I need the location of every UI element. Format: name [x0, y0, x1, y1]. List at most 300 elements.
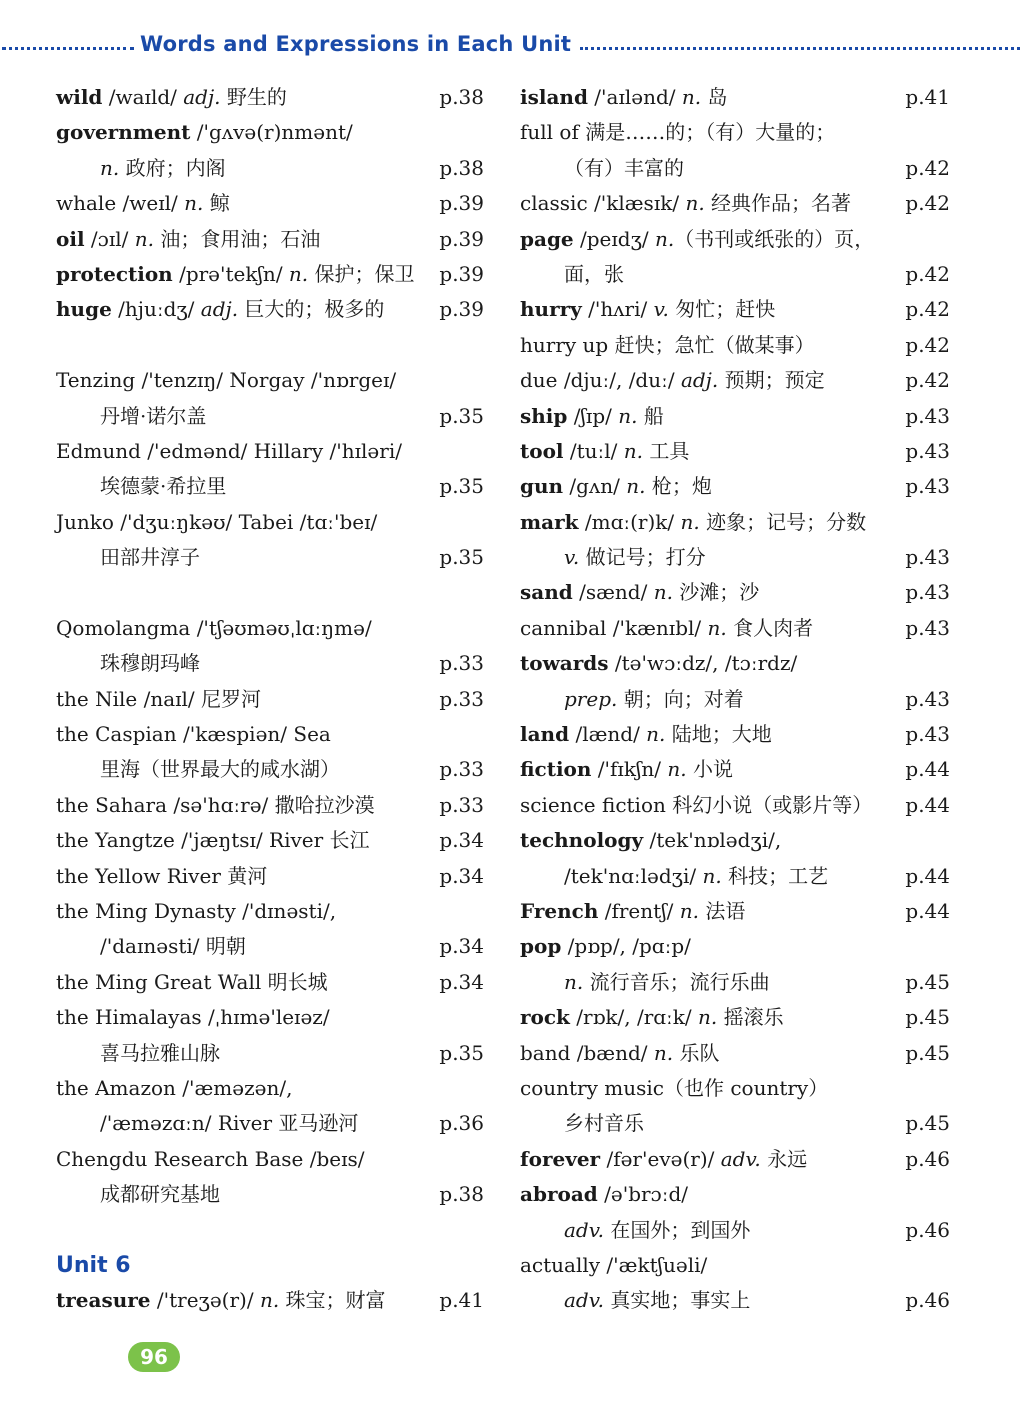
page-ref: p.34 — [439, 969, 484, 994]
entry-text — [564, 540, 706, 575]
entry-pronunciation: /tek'nɒlədʒi/, — [643, 828, 782, 853]
headword: towards — [520, 651, 609, 676]
entry-pronunciation: /'aɪlənd/ — [587, 85, 682, 109]
vocab-line — [520, 186, 952, 221]
entry-definition: 成都研究基地 — [100, 1182, 220, 1207]
entry-pronunciation: /hjuːdʒ/ — [111, 297, 201, 322]
entry-pronunciation: country music（也作 country） — [520, 1075, 829, 1100]
vocab-line — [56, 80, 486, 115]
part-of-speech: n. — [653, 1040, 674, 1065]
part-of-speech: adv. — [564, 1217, 605, 1242]
entry-pronunciation: /fər'evə(r)/ — [600, 1146, 721, 1171]
headword: wild — [56, 85, 103, 109]
entry-definition: 食人肉者 — [726, 615, 814, 640]
entry-pronunciation: /tə'wɔːdz/, /tɔːrdz/ — [608, 651, 798, 676]
page-ref: p.38 — [439, 85, 484, 109]
entry-text — [520, 1071, 828, 1106]
header-dots-right — [580, 47, 1020, 50]
page-ref: p.35 — [439, 545, 484, 570]
entry-pronunciation: hurry up 赶快；急忙（做某事） — [520, 332, 815, 357]
part-of-speech: n. — [702, 863, 722, 888]
vocab-line — [56, 469, 486, 504]
page-ref: p.33 — [439, 757, 484, 782]
part-of-speech: n. — [680, 509, 700, 534]
entry-definition: 科技；工艺 — [721, 863, 829, 888]
vocab-line — [520, 575, 952, 610]
entry-definition: 在国外；到国外 — [604, 1217, 751, 1242]
headword: ship — [520, 403, 568, 428]
page-ref: p.44 — [905, 792, 950, 817]
entry-pronunciation: /'fɪkʃn/ — [591, 757, 668, 782]
vocab-line — [56, 788, 486, 823]
page-title: Words and Expressions in Each Unit — [140, 32, 572, 56]
entry-text — [56, 363, 396, 398]
headword: hurry — [520, 297, 582, 322]
vocab-line — [56, 1283, 486, 1318]
headword: French — [520, 898, 599, 923]
entry-text — [56, 788, 375, 823]
entry-text — [56, 292, 384, 327]
headword: oil — [56, 226, 85, 251]
entry-text — [100, 469, 226, 504]
page-ref: p.42 — [905, 332, 950, 357]
entry-text — [520, 611, 813, 646]
vocab-line — [520, 540, 952, 575]
entry-text — [520, 505, 866, 540]
vocab-line — [56, 717, 486, 752]
vocab-line — [56, 399, 486, 434]
headword: tool — [520, 438, 564, 463]
entry-definition: 沙滩；沙 — [672, 580, 760, 605]
vocab-line — [56, 505, 486, 540]
page-ref: p.45 — [905, 969, 950, 994]
vocab-line — [520, 399, 952, 434]
page-ref: p.43 — [905, 438, 950, 463]
page-ref: p.41 — [439, 1288, 484, 1313]
vocab-line — [520, 788, 952, 823]
page-ref: p.39 — [439, 226, 484, 251]
part-of-speech: n. — [707, 615, 727, 640]
vocab-line — [56, 540, 486, 575]
left-column — [56, 80, 486, 1319]
entry-text — [564, 151, 684, 186]
entry-text — [100, 151, 226, 186]
entry-text — [520, 1142, 807, 1177]
page-ref: p.44 — [905, 757, 950, 782]
entry-definition: 陆地；大地 — [665, 722, 772, 747]
part-of-speech: n. — [288, 261, 309, 286]
entry-pronunciation: Qomolangma /'tʃəʊməʊˌlɑːŋmə/ — [56, 615, 372, 640]
vocab-line — [56, 1106, 486, 1141]
entry-text — [520, 717, 772, 752]
vocab-line — [520, 80, 952, 115]
entry-text — [56, 186, 230, 221]
vocab-line — [520, 328, 952, 363]
part-of-speech: prep. — [564, 686, 618, 711]
entry-pronunciation: the Nile /naɪl/ 尼罗河 — [56, 686, 262, 711]
entry-definition: 流行音乐；流行乐曲 — [583, 969, 770, 994]
headword: land — [520, 722, 570, 747]
vocab-line — [520, 115, 952, 150]
entry-definition: 鲸 — [203, 191, 230, 216]
entry-text — [56, 682, 261, 717]
page-ref: p.42 — [905, 261, 950, 286]
headword: abroad — [520, 1182, 598, 1207]
entry-text — [520, 646, 797, 681]
entry-pronunciation: whale /weɪl/ — [56, 191, 185, 216]
headword: huge — [56, 297, 112, 322]
part-of-speech: v. — [564, 545, 580, 570]
page-ref: p.35 — [439, 1040, 484, 1065]
entry-pronunciation: /'treʒə(r)/ — [150, 1288, 260, 1313]
headword: fiction — [520, 757, 592, 782]
vocab-line — [520, 363, 952, 398]
entry-definition: 枪；炮 — [645, 474, 712, 499]
vocab-line — [56, 646, 486, 681]
headword: pop — [520, 934, 562, 959]
part-of-speech: n. — [667, 757, 687, 782]
entry-text — [520, 752, 733, 787]
entry-pronunciation: actually /'æktʃuəli/ — [520, 1252, 708, 1277]
entry-definition: 真实地；事实上 — [604, 1288, 751, 1313]
entry-definition: 丹增·诺尔盖 — [100, 403, 207, 428]
entry-definition: 保护；保卫 — [308, 261, 415, 286]
entry-text — [520, 823, 781, 858]
vocab-line — [520, 1000, 952, 1035]
headword: protection — [56, 261, 173, 286]
entry-text — [56, 1071, 292, 1106]
entry-text — [56, 434, 402, 469]
vocab-line — [56, 363, 486, 398]
vocab-line — [520, 823, 952, 858]
entry-text — [564, 257, 624, 292]
entry-pronunciation: the Sahara /sə'hɑːrə/ 撒哈拉沙漠 — [56, 792, 375, 817]
entry-definition: 预期；预定 — [718, 368, 825, 393]
entry-definition: 油；食用油；石油 — [153, 226, 321, 251]
headword: government — [56, 120, 191, 145]
entry-text — [100, 1106, 358, 1141]
entry-text — [56, 505, 377, 540]
page-ref: p.43 — [905, 474, 950, 499]
entry-text — [564, 1213, 750, 1248]
entry-pronunciation: /tuːl/ — [563, 438, 624, 463]
vocab-line — [520, 292, 952, 327]
entry-definition: 小说 — [686, 757, 733, 782]
entry-definition: /'daɪnəsti/ 明朝 — [100, 934, 246, 959]
page-ref: p.35 — [439, 403, 484, 428]
vocab-line — [56, 186, 486, 221]
right-column — [520, 80, 952, 1319]
entry-definition: 田部井淳子 — [100, 545, 200, 570]
entry-pronunciation: /'gʌvə(r)nmənt/ — [190, 120, 353, 145]
entry-pronunciation: the Caspian /'kæspiən/ Sea — [56, 722, 331, 747]
page-ref: p.38 — [439, 155, 484, 180]
entry-pronunciation: the Ming Dynasty /'dɪnəsti/, — [56, 898, 337, 923]
part-of-speech: n. — [646, 722, 666, 747]
page-ref: p.41 — [905, 85, 950, 109]
part-of-speech: v. — [653, 297, 669, 322]
part-of-speech: n. — [698, 1005, 718, 1030]
vocab-line — [520, 434, 952, 469]
entry-text — [520, 222, 874, 257]
page-ref: p.33 — [439, 792, 484, 817]
entry-definition: （有）丰富的 — [564, 155, 684, 180]
vocab-line — [520, 257, 952, 292]
entry-text — [56, 717, 331, 752]
headword: treasure — [56, 1288, 151, 1313]
entry-pronunciation: Junko /'dʒuːŋkəʊ/ Tabei /tɑː'beɪ/ — [56, 509, 378, 534]
vocab-line — [520, 1283, 952, 1318]
entry-text — [520, 328, 815, 363]
entry-definition: /'æməzɑːn/ River 亚马逊河 — [100, 1111, 359, 1136]
entry-definition: 船 — [637, 403, 664, 428]
vocab-line — [520, 1177, 952, 1212]
entry-definition: 做记号；打分 — [579, 545, 706, 570]
page-ref: p.38 — [439, 1182, 484, 1207]
entry-text — [56, 222, 320, 257]
entry-pronunciation: /ʃɪp/ — [567, 403, 619, 428]
entry-pronunciation: /prə'tekʃn/ — [172, 261, 289, 286]
page-ref: p.45 — [905, 1005, 950, 1030]
entry-text — [56, 611, 372, 646]
entry-definition: 野生的 — [220, 85, 287, 109]
entry-definition: 喜马拉雅山脉 — [100, 1040, 220, 1065]
entry-definition: 工具 — [643, 438, 690, 463]
entry-pronunciation: cannibal /'kænɪbl/ — [520, 615, 708, 640]
entry-pronunciation: full of 满是……的；（有）大量的； — [520, 120, 836, 145]
entry-text — [56, 823, 370, 858]
page-ref: p.42 — [905, 368, 950, 393]
vocab-line — [520, 894, 952, 929]
vocab-line — [56, 611, 486, 646]
entry-definition: 法语 — [698, 898, 746, 923]
header-dots-left — [2, 47, 134, 50]
page-ref: p.42 — [905, 155, 950, 180]
vocab-line — [520, 1106, 952, 1141]
entry-text — [520, 399, 664, 434]
entry-definition: 朝；向；对着 — [617, 686, 744, 711]
vocab-line — [520, 859, 952, 894]
entry-definition: 面，张 — [564, 261, 624, 286]
entry-text — [100, 540, 200, 575]
entry-pronunciation: /waɪld/ — [102, 85, 184, 109]
vocab-line — [520, 611, 952, 646]
entry-pronunciation: band /bænd/ — [520, 1040, 654, 1065]
entry-pronunciation: Tenzing /'tenzɪŋ/ Norgay /'nɒrgeɪ/ — [56, 368, 397, 393]
page-ref: p.44 — [905, 898, 950, 923]
entry-definition: （书刊或纸张的）页， — [674, 226, 875, 251]
entry-definition: /tek'nɑːlədʒi/ — [564, 863, 703, 888]
entry-definition: 永远 — [760, 1146, 808, 1171]
entry-pronunciation: /gʌn/ — [563, 474, 627, 499]
entry-text — [520, 1177, 688, 1212]
page-ref: p.43 — [905, 403, 950, 428]
entry-pronunciation: /'hʌri/ — [581, 297, 654, 322]
entry-pronunciation: /ɔɪl/ — [84, 226, 135, 251]
headword: rock — [520, 1005, 570, 1030]
page-ref: p.43 — [905, 545, 950, 570]
part-of-speech: n. — [685, 191, 705, 216]
entry-definition: 经典作品；名著 — [704, 191, 852, 216]
entry-text — [564, 1106, 644, 1141]
vocab-line — [56, 257, 486, 292]
vocab-line — [520, 222, 952, 257]
entry-text — [56, 894, 336, 929]
headword: island — [520, 85, 588, 109]
entry-text — [100, 929, 246, 964]
vocab-line — [520, 1142, 952, 1177]
vocab-line — [520, 752, 952, 787]
part-of-speech: n. — [259, 1288, 280, 1313]
entry-text — [56, 1142, 365, 1177]
page-ref: p.39 — [439, 191, 484, 216]
part-of-speech: n. — [653, 580, 673, 605]
vocab-line — [520, 646, 952, 681]
entry-text — [520, 929, 691, 964]
blank-line — [56, 1213, 486, 1248]
entry-text — [100, 1177, 220, 1212]
entry-pronunciation: classic /'klæsɪk/ — [520, 191, 686, 216]
entry-pronunciation: due /djuː/, /duː/ — [520, 368, 681, 393]
entry-text — [520, 434, 689, 469]
entry-pronunciation: the Himalayas /ˌhɪmə'leɪəz/ — [56, 1005, 330, 1030]
headword: page — [520, 226, 574, 251]
entry-text — [56, 965, 328, 1000]
page-ref: p.46 — [905, 1146, 950, 1171]
vocab-line — [56, 292, 486, 327]
entry-pronunciation: /rɒk/, /rɑːk/ — [569, 1005, 699, 1030]
entry-text — [100, 646, 200, 681]
page-number-badge: 96 — [128, 1342, 180, 1372]
vocab-line — [520, 929, 952, 964]
page-ref: p.46 — [905, 1288, 950, 1313]
part-of-speech: n. — [623, 438, 644, 463]
entry-definition: 政府；内阁 — [119, 155, 226, 180]
vocab-line — [520, 1213, 952, 1248]
blank-line — [56, 328, 486, 363]
headword: mark — [520, 509, 579, 534]
vocab-line — [520, 717, 952, 752]
vocab-line — [56, 859, 486, 894]
entry-text — [520, 469, 712, 504]
part-of-speech: n. — [626, 474, 646, 499]
entry-definition: 珠宝；财富 — [279, 1288, 386, 1313]
entry-definition: 乐队 — [673, 1040, 720, 1065]
entry-definition: 珠穆朗玛峰 — [100, 651, 200, 676]
vocab-line — [56, 823, 486, 858]
vocab-line — [56, 965, 486, 1000]
entry-text — [520, 575, 759, 610]
vocab-line — [56, 115, 486, 150]
vocab-line — [56, 752, 486, 787]
page-ref: p.33 — [439, 651, 484, 676]
page-ref: p.34 — [439, 863, 484, 888]
entry-text — [564, 965, 770, 1000]
vocab-line — [520, 682, 952, 717]
page-ref: p.45 — [905, 1040, 950, 1065]
entry-pronunciation: /sænd/ — [572, 580, 654, 605]
entry-text — [520, 292, 775, 327]
entry-definition: 摇滚乐 — [717, 1005, 784, 1030]
headword: technology — [520, 828, 644, 853]
entry-text — [520, 788, 872, 823]
headword: forever — [520, 1146, 601, 1171]
page-ref: p.36 — [439, 1111, 484, 1136]
vocab-line — [56, 1142, 486, 1177]
page-ref: p.39 — [439, 297, 484, 322]
entry-definition: 匆忙；赶快 — [668, 297, 776, 322]
part-of-speech: adj. — [680, 368, 719, 393]
vocab-line — [56, 894, 486, 929]
page-header — [0, 30, 1024, 66]
vocab-line — [56, 151, 486, 186]
vocab-line — [520, 469, 952, 504]
page-ref: p.33 — [439, 686, 484, 711]
part-of-speech: n. — [618, 403, 638, 428]
entry-text — [520, 80, 728, 115]
page-ref: p.43 — [905, 615, 950, 640]
vocab-line — [56, 434, 486, 469]
part-of-speech: n. — [654, 226, 675, 251]
entry-pronunciation: /peɪdʒ/ — [573, 226, 655, 251]
blank-line — [56, 575, 486, 610]
page-ref: p.39 — [439, 261, 484, 286]
page-ref: p.34 — [439, 828, 484, 853]
part-of-speech: n. — [100, 155, 120, 180]
entry-text — [564, 859, 828, 894]
entry-pronunciation: /ə'brɔːd/ — [597, 1182, 689, 1207]
vocab-line — [520, 965, 952, 1000]
entry-definition: 岛 — [701, 85, 728, 109]
vocab-line — [56, 1071, 486, 1106]
entry-text — [100, 1036, 220, 1071]
part-of-speech: adj. — [183, 85, 221, 109]
entry-definition: 乡村音乐 — [564, 1111, 644, 1136]
vocab-line — [520, 505, 952, 540]
entry-pronunciation: the Yellow River 黄河 — [56, 863, 268, 888]
entry-definition: 迹象；记号；分数 — [699, 509, 867, 534]
entry-pronunciation: the Ming Great Wall 明长城 — [56, 969, 328, 994]
entry-pronunciation: the Yangtze /'jæŋtsɪ/ River 长江 — [56, 828, 370, 853]
page-ref: p.42 — [905, 297, 950, 322]
page-ref: p.45 — [905, 1111, 950, 1136]
entry-pronunciation: /mɑː(r)k/ — [578, 509, 681, 534]
page-ref: p.43 — [905, 686, 950, 711]
vocab-line — [520, 1248, 952, 1283]
entry-pronunciation: science fiction 科幻小说（或影片等） — [520, 792, 873, 817]
entry-definition: 里海（世界最大的咸水湖） — [100, 757, 340, 782]
entry-text — [520, 894, 745, 929]
entry-text — [520, 186, 851, 221]
entry-pronunciation: /lænd/ — [569, 722, 647, 747]
part-of-speech: n. — [134, 226, 154, 251]
part-of-speech: n. — [184, 191, 204, 216]
page-ref: p.42 — [905, 191, 950, 216]
page-ref: p.46 — [905, 1217, 950, 1242]
entry-definition: 埃德蒙·希拉里 — [100, 474, 227, 499]
page-ref: p.43 — [905, 722, 950, 747]
vocab-line — [520, 151, 952, 186]
entry-text — [56, 257, 415, 292]
entry-pronunciation: Chengdu Research Base /beɪs/ — [56, 1146, 365, 1171]
vocab-line — [56, 1177, 486, 1212]
entry-definition: 巨大的；极多的 — [238, 297, 385, 322]
vocab-line — [56, 682, 486, 717]
vocab-line — [56, 1036, 486, 1071]
entry-text — [520, 115, 835, 150]
entry-text — [520, 363, 825, 398]
entry-pronunciation: /frentʃ/ — [598, 898, 680, 923]
